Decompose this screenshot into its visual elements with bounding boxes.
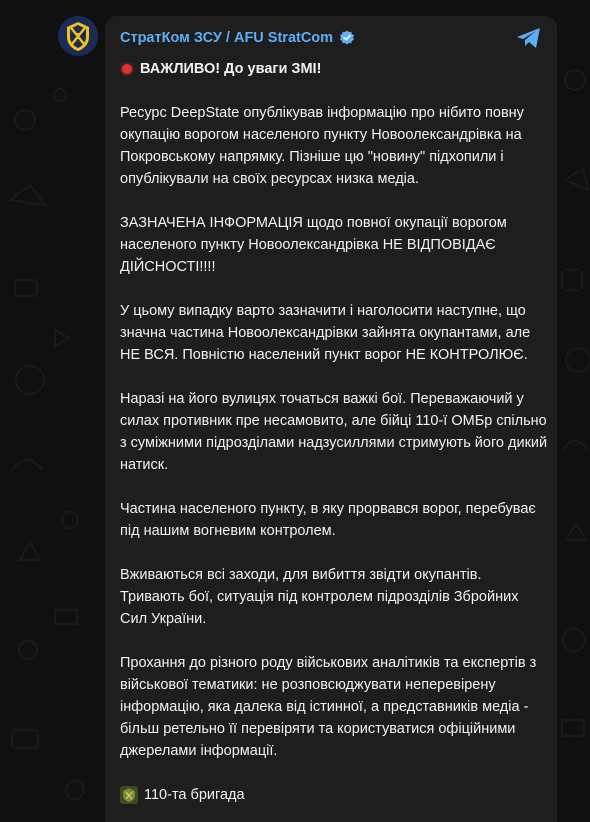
paragraph: Частина населеного пункту, в яку прорвався ворог, перебуває під нашим вогневим контролем. — [120, 501, 536, 539]
message-header — [120, 29, 355, 47]
alert-heading — [120, 58, 548, 80]
paragraph: Вживаються всі заходи, для вибиття звідти окупантів. Тривають бої, ситуація під контролем підрозділів Збройних Сил України. — [120, 567, 519, 627]
signature-line — [120, 784, 548, 806]
red-circle-icon — [122, 64, 132, 74]
channel-avatar[interactable] — [58, 16, 98, 56]
telegram-share-icon — [515, 26, 543, 50]
message-bubble — [105, 16, 557, 822]
afu-stratcom-logo-icon — [58, 16, 98, 56]
brigade-emblem-icon — [120, 786, 138, 804]
paragraph: ЗАЗНАЧЕНА ІНФОРМАЦІЯ щодо повної окупації ворогом населеного пункту Новоолександрівка НЕ ВІДПОВІДАЄ ДІЙСНОСТІ!!!! — [120, 215, 507, 275]
channel-name[interactable]: СтратКом ЗСУ / AFU StratCom — [120, 30, 334, 46]
paragraph: У цьому випадку варто зазначити і наголосити наступне, що значна частина Новоолександрівки зайнята окупантами, але НЕ ВСЯ. Повністю населений пункт ворог НЕ КОНТРОЛЮЄ. — [120, 303, 531, 363]
signature-text: 110-та бригада — [144, 787, 245, 803]
message-text — [120, 58, 548, 806]
paragraph: Прохання до різного роду військових аналітиків та експертів з військової тематики: не розповсюджувати неперевірену інформацію, яка далека від істинної, а представників медіа - більш ретельно її перевіряти та користуватися офіційними джерелами інформації. — [120, 655, 537, 759]
share-button[interactable] — [515, 26, 543, 50]
paragraph: Наразі на його вулицях точаться важкі бої. Переважаючий у силах противник пре несамовито, але бійці 110-ї ОМБр спільно з суміжними підрозділами надзусиллями стримують його дикий натиск. — [120, 391, 548, 473]
heading-text: ВАЖЛИВО! До уваги ЗМІ! — [140, 61, 322, 77]
paragraph: Ресурс DeepState опублікував інформацію про нібито повну окупацію ворогом населеного пункту Новоолександрівка на Покровському напрямку. Пізніше цю "новину" підхопили і опублікували на своїх ресурсах низка медіа. — [120, 105, 524, 187]
verified-badge-icon — [339, 30, 355, 46]
